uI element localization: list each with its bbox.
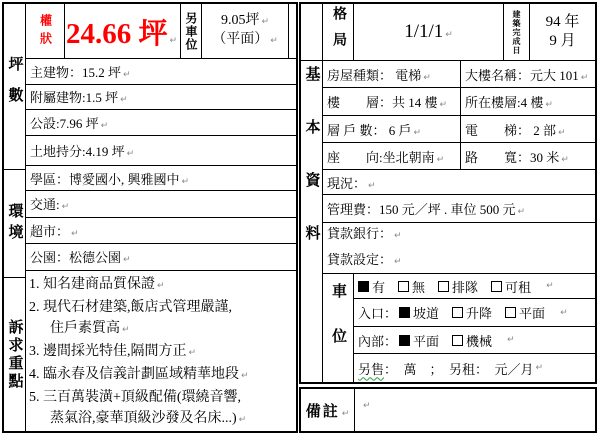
- layout-label-cell: [323, 4, 354, 60]
- current-status-value: 現況： ↵: [327, 175, 376, 191]
- return-mark: ↵: [241, 371, 249, 381]
- notes-section-label: 備註 ↵: [305, 403, 350, 420]
- current-status-row: [323, 170, 595, 195]
- transport-value: 交通: ↵: [30, 197, 70, 213]
- land-share-row: [26, 136, 296, 166]
- return-mark: ↵: [270, 36, 278, 47]
- selling-point-line: 3. 邊間採光特佳,隔間方正 ↵: [29, 341, 296, 364]
- main-building-row: [26, 59, 296, 84]
- return-mark: ↵: [413, 127, 422, 138]
- house-type-value: 房屋種類： 電梯 ↵: [327, 67, 431, 83]
- return-mark: ↵: [123, 69, 131, 80]
- main-building-value: 主建物：15.2 坪 ↵: [30, 64, 131, 80]
- attached-building-row: [26, 85, 296, 110]
- selling-points-list: [26, 271, 296, 431]
- return-mark: ↵: [394, 257, 402, 267]
- elevators-value: 電 梯： 2 部 ↵: [465, 122, 566, 138]
- extra-parking-type: （平面） ↵: [212, 31, 278, 50]
- return-mark: ↵: [423, 72, 431, 83]
- checkbox-label: 排隊: [452, 279, 479, 295]
- checkbox-checked-icon: [358, 281, 369, 292]
- return-mark: ↵: [394, 231, 402, 241]
- school-district-row: [26, 166, 296, 191]
- basic-info-section-label: 基本資料: [303, 65, 320, 278]
- return-mark: ↵: [580, 72, 589, 83]
- elevators-cell: [461, 116, 595, 142]
- completion-date-label-cell: [504, 4, 530, 60]
- checkbox-label: 無: [412, 279, 426, 295]
- notes-table: [299, 387, 597, 433]
- resale-label: 另售: [358, 361, 385, 377]
- selling-point-line: 1. 知名建商品質保證 ↵: [29, 274, 296, 297]
- checkbox-parking-waitlist[interactable]: [438, 277, 478, 296]
- deed-area-row: [26, 4, 296, 59]
- checkbox-label: 平面: [519, 306, 546, 321]
- building-name-cell: [461, 61, 595, 87]
- area-section-label: 坪數: [6, 55, 23, 118]
- orientation-row: [323, 143, 595, 170]
- park-row: [26, 244, 296, 271]
- attached-building-value: 附屬建物:1.5 坪 ↵: [30, 90, 128, 106]
- environment-section-label: 環境: [6, 202, 23, 245]
- checkbox-label: 坡道: [413, 306, 440, 321]
- checkbox-checked-icon: [399, 307, 410, 318]
- return-mark: ↵: [122, 325, 130, 335]
- checkbox-unchecked-icon: [398, 281, 409, 292]
- school-district-value: 學區：博愛國小, 興雅國中 ↵: [30, 171, 190, 187]
- checkbox-label: 可租: [505, 279, 532, 295]
- selling-points-section: [4, 278, 25, 431]
- loan-setting-value: 貸款設定： ↵: [323, 248, 402, 274]
- return-mark: ↵: [436, 154, 445, 165]
- layout-row: [323, 4, 595, 61]
- checkbox-checked-icon: [399, 335, 410, 346]
- empty-cell: [301, 4, 322, 61]
- extra-parking-area: 9.05坪 ↵: [221, 12, 269, 31]
- parking-section: [323, 274, 595, 382]
- return-mark: ↵: [517, 207, 526, 217]
- environment-section: [4, 170, 25, 278]
- selling-point-line: 4. 臨永春及信義計劃區域精華地段 ↵: [29, 364, 296, 387]
- supermarket-row: [26, 218, 296, 244]
- empty-cell: [289, 4, 296, 58]
- entrance-prefix: 入口：: [358, 306, 398, 321]
- units-per-floor-cell: [323, 116, 461, 142]
- extra-parking-label: 另車位: [184, 11, 198, 51]
- left-table: [2, 2, 298, 433]
- return-mark: ↵: [341, 408, 350, 419]
- loan-row: [323, 223, 595, 274]
- public-area-value: 公設:7.96 坪 ↵: [30, 115, 109, 131]
- parking-availability-row: [354, 274, 595, 299]
- notes-content: [355, 389, 595, 431]
- return-mark: ↵: [157, 281, 165, 291]
- return-mark: ↵: [123, 255, 131, 266]
- road-width-cell: [461, 143, 595, 169]
- return-mark: ↵: [71, 228, 79, 239]
- right-section-label-column: [301, 4, 323, 382]
- parking-entrance-row: [354, 299, 595, 327]
- parking-section-label: 車位: [330, 283, 346, 373]
- return-mark: ↵: [545, 100, 553, 110]
- transport-row: [26, 191, 296, 217]
- parking-interior-row: [354, 327, 595, 354]
- selling-points-section-label: 訴求重點: [6, 318, 23, 391]
- total-floors-value: 樓 層：共 14 樓 ↵: [327, 95, 448, 110]
- checkbox-unchecked-icon: [438, 281, 449, 292]
- floor-located-cell: [461, 88, 595, 115]
- checkbox-interior-flat[interactable]: [399, 331, 439, 350]
- checkbox-label: 機械: [466, 333, 493, 349]
- units-per-floor-value: 層 戶 數： 6 戶 ↵: [327, 122, 422, 138]
- selling-point-line: 蒸氣浴,豪華頂級沙發及名床...) ↵: [29, 408, 296, 431]
- return-mark: ↵: [169, 35, 178, 46]
- return-mark: ↵: [507, 335, 515, 345]
- orientation-value: 座 向:坐北朝南 ↵: [327, 149, 445, 165]
- return-mark: ↵: [261, 17, 270, 28]
- checkbox-unchecked-icon: [452, 335, 463, 346]
- area-section: [4, 4, 25, 170]
- layout-value: 1/1/1 ↵: [404, 21, 453, 42]
- floors-row: [323, 88, 595, 116]
- basic-info-section: [301, 61, 322, 282]
- layout-value-cell: [354, 4, 504, 60]
- checkbox-entrance-flat[interactable]: [505, 303, 545, 322]
- checkbox-unchecked-icon: [491, 281, 502, 292]
- completion-date-label: 建築完成日: [512, 9, 521, 55]
- extra-parking-area-cell: [202, 4, 289, 58]
- return-mark: ↵: [181, 176, 190, 187]
- units-row: [323, 116, 595, 143]
- orientation-cell: [323, 143, 461, 169]
- management-fee-value: 管理費：150 元／坪 . 車位 500 元 ↵: [327, 202, 526, 217]
- management-fee-row: [323, 195, 595, 223]
- return-mark: ↵: [546, 281, 554, 291]
- checkbox-parking-available[interactable]: [358, 277, 385, 296]
- loan-bank-value: 貸款銀行： ↵: [323, 222, 402, 248]
- return-mark: ↵: [560, 307, 568, 318]
- deed-area-value: 24.66 坪 ↵: [66, 17, 178, 50]
- return-mark: ↵: [100, 120, 109, 131]
- return-mark: ↵: [445, 30, 453, 40]
- deed-label: 權狀: [38, 14, 53, 51]
- completion-year: 94 年: [545, 14, 580, 30]
- notes-label-cell: [301, 389, 355, 431]
- selling-point-line: 5. 三百萬裝潢+頂級配備(環繞音響,: [29, 390, 242, 405]
- return-mark: ↵: [126, 149, 135, 160]
- total-floors-cell: [323, 88, 461, 115]
- selling-point-line: 住戶素質高 ↵: [29, 318, 296, 341]
- checkbox-parking-rentable[interactable]: [491, 277, 531, 296]
- checkbox-unchecked-icon: [452, 307, 463, 318]
- return-mark: ↵: [558, 127, 566, 138]
- deed-label-cell: [26, 4, 65, 58]
- road-width-value: 路 寬：30 米 ↵: [465, 149, 569, 165]
- deed-area-cell: [65, 4, 181, 58]
- building-name-value: 大樓名稱：元大 101 ↵: [465, 67, 589, 83]
- checkbox-interior-mechanical[interactable]: [452, 331, 492, 350]
- public-area-row: [26, 110, 296, 136]
- house-type-row: [323, 61, 595, 88]
- right-table: [299, 2, 597, 384]
- completion-month: 9 月: [549, 33, 576, 49]
- floor-located-value: 所在樓層:4 樓 ↵: [465, 95, 553, 110]
- return-mark: ↵: [368, 180, 376, 191]
- checkbox-entrance-lift[interactable]: [452, 303, 492, 322]
- park-value: 公園：松德公園 ↵: [30, 250, 131, 266]
- return-mark: ↵: [188, 348, 197, 358]
- left-section-label-column: [4, 4, 26, 431]
- return-mark: ↵: [439, 100, 448, 110]
- parking-section-label-cell: [323, 274, 354, 382]
- house-type-cell: [323, 61, 461, 87]
- checkbox-label: 有: [372, 279, 386, 295]
- return-mark: ↵: [535, 363, 544, 373]
- return-mark: ↵: [363, 401, 371, 411]
- extra-parking-label-cell: [181, 4, 202, 58]
- selling-point-line: 2. 現代石材建築,飯店式管理嚴謹,: [29, 300, 232, 315]
- supermarket-value: 超市： ↵: [30, 223, 79, 239]
- completion-date-cell: [530, 4, 595, 60]
- resale-rest: ： 萬 ； 另租： 元／月: [384, 361, 534, 377]
- checkbox-entrance-ramp[interactable]: [399, 303, 439, 322]
- checkbox-parking-none[interactable]: [398, 277, 425, 296]
- land-share-value: 土地持分:4.19 坪 ↵: [30, 144, 135, 160]
- return-mark: ↵: [561, 154, 569, 165]
- checkbox-label: 平面: [413, 333, 440, 349]
- parking-resale-row: [354, 354, 595, 382]
- return-mark: ↵: [61, 202, 70, 213]
- checkbox-label: 升降: [466, 306, 493, 321]
- return-mark: ↵: [120, 95, 128, 106]
- return-mark: ↵: [238, 415, 247, 425]
- checkbox-unchecked-icon: [505, 307, 516, 318]
- layout-label: 格局: [331, 6, 346, 58]
- interior-prefix: 內部：: [358, 333, 398, 349]
